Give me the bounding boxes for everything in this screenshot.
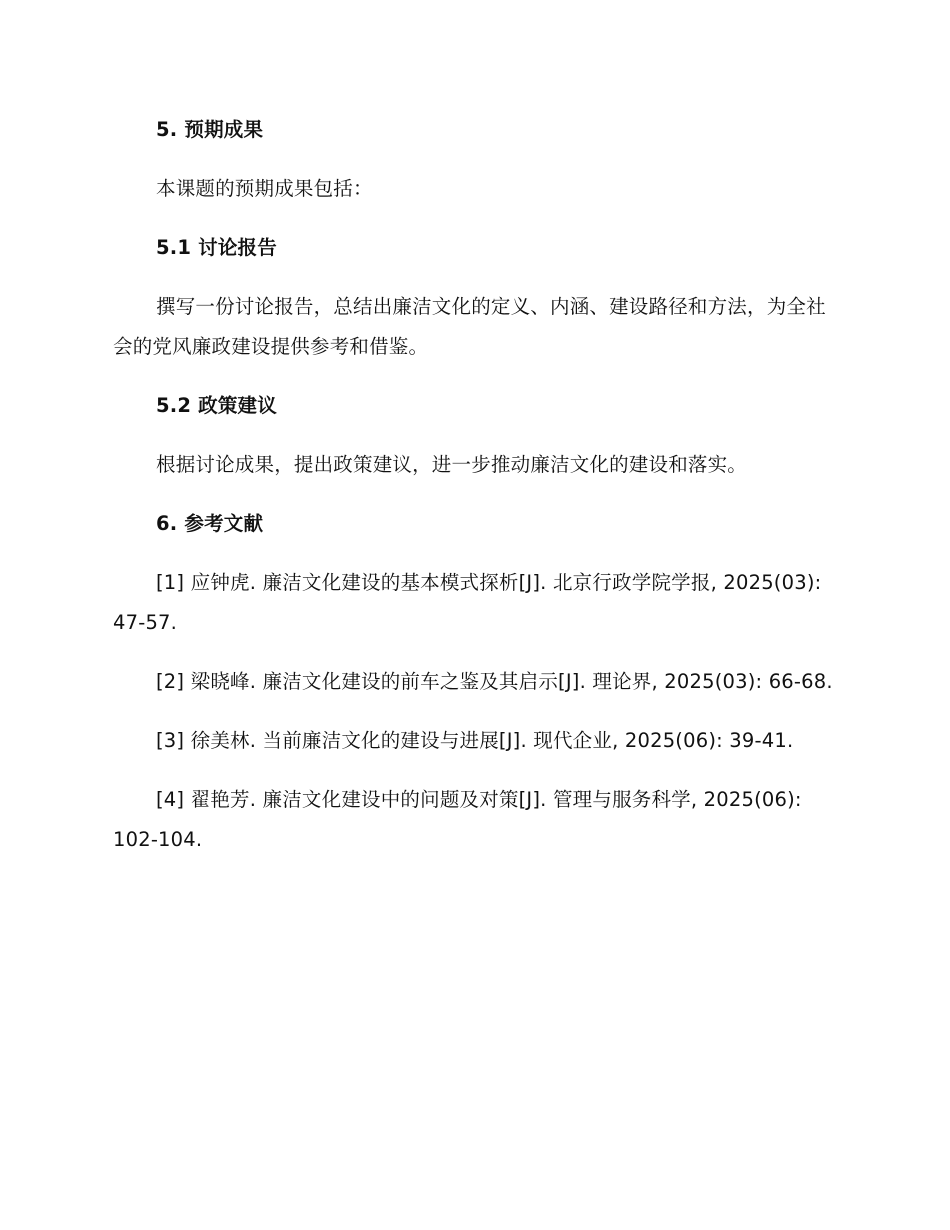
- reference-item: [1] 应钟虎. 廉洁文化建设的基本模式探析[J]. 北京行政学院学报, 2025(03): 47-57.: [113, 571, 822, 634]
- document-page: [113, 110, 843, 879]
- paragraph-policy-suggestions: 根据讨论成果，提出政策建议，进一步推动廉洁文化的建设和落实。: [156, 453, 748, 476]
- subsection-heading-5-2: 5.2 政策建议: [156, 394, 277, 417]
- section-intro: 本课题的预期成果包括：: [156, 177, 373, 200]
- paragraph-discussion-report: 撰写一份讨论报告，总结出廉洁文化的定义、内涵、建设路径和方法，为全社会的党风廉政建设提供参考和借鉴。: [113, 295, 826, 358]
- reference-item: [2] 梁晓峰. 廉洁文化建设的前车之鉴及其启示[J]. 理论界, 2025(03): 66-68.: [156, 670, 833, 693]
- reference-item: [4] 翟艳芳. 廉洁文化建设中的问题及对策[J]. 管理与服务科学, 2025(06): 102-104.: [113, 788, 802, 851]
- section-heading-5: 5. 预期成果: [156, 118, 264, 141]
- section-heading-6: 6. 参考文献: [156, 512, 264, 535]
- reference-item: [3] 徐美林. 当前廉洁文化的建设与进展[J]. 现代企业, 2025(06): 39-41.: [156, 729, 794, 752]
- subsection-heading-5-1: 5.1 讨论报告: [156, 236, 277, 259]
